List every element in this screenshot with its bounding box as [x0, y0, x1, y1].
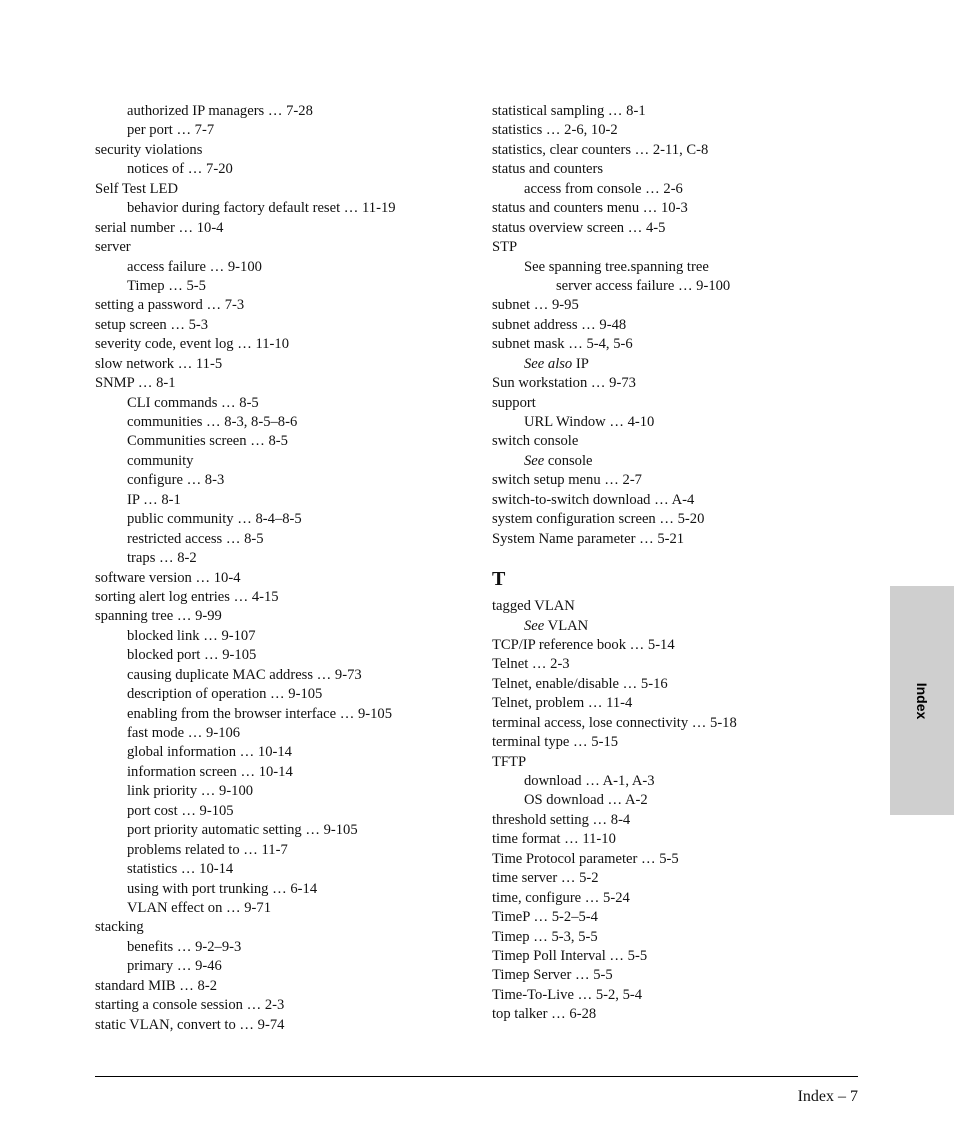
index-subentry: blocked port … 9-105 — [127, 647, 257, 664]
index-entry: time format … 11-10 — [492, 831, 616, 848]
index-subentry: link priority … 9-100 — [127, 783, 254, 800]
footer-divider — [95, 1076, 858, 1077]
index-entry: TCP/IP reference book … 5-14 — [492, 636, 675, 653]
index-subentry: description of operation … 9-105 — [127, 686, 323, 703]
index-thumb-tab — [890, 586, 954, 815]
index-entry: starting a console session … 2-3 — [95, 997, 285, 1014]
index-entry: spanning tree … 9-99 — [95, 608, 222, 625]
section-letter-heading: T — [492, 568, 506, 591]
index-subentry: communities … 8-3, 8-5–8-6 — [127, 414, 298, 430]
index-subentry: configure … 8-3 — [127, 472, 225, 489]
index-entry: TFTP — [492, 753, 527, 770]
index-entry: STP — [492, 239, 518, 256]
index-entry: status and counters menu … 10-3 — [492, 200, 688, 217]
index-entry: statistics, clear counters … 2-11, C-8 — [492, 141, 709, 158]
index-entry: top talker … 6-28 — [492, 1006, 597, 1023]
see-reference: See also — [524, 355, 573, 372]
index-entry: switch-to-switch download … A-4 — [492, 491, 695, 508]
see-target: VLAN — [544, 617, 589, 634]
index-entry: statistics … 2-6, 10-2 — [492, 122, 618, 139]
index-section-s-continued — [492, 102, 882, 549]
index-entry: tagged VLAN — [492, 598, 575, 615]
index-entry: time, configure … 5-24 — [492, 889, 630, 906]
index-subentry: download … A-1, A-3 — [524, 773, 655, 789]
index-entry: serial number … 10-4 — [95, 219, 224, 236]
index-subentry: per port … 7-7 — [127, 122, 215, 139]
see-target: IP — [572, 355, 589, 372]
index-subentry: URL Window … 4-10 — [524, 414, 655, 430]
index-subentry: primary … 9-46 — [127, 958, 222, 975]
index-entry: Time Protocol parameter … 5-5 — [492, 850, 679, 867]
index-entry: sorting alert log entries … 4-15 — [95, 588, 279, 605]
index-entry: subnet … 9-95 — [492, 297, 579, 314]
index-entry: terminal access, lose connectivity … 5-18 — [492, 714, 737, 731]
index-column-right — [492, 102, 882, 1025]
index-entry: subnet mask … 5-4, 5-6 — [492, 336, 633, 353]
index-entry: software version … 10-4 — [95, 569, 241, 586]
index-subentry: port cost … 9-105 — [127, 802, 234, 819]
index-entry: Timep … 5-3, 5-5 — [492, 928, 598, 945]
index-entry: Timep Server … 5-5 — [492, 967, 613, 984]
index-entry: severity code, event log … 11-10 — [95, 336, 289, 353]
index-subentry — [492, 355, 882, 374]
index-subentry: authorized IP managers … 7-28 — [127, 103, 313, 119]
index-subentry: benefits … 9-2–9-3 — [127, 938, 242, 955]
index-subentry — [492, 617, 882, 636]
index-entry: Self Test LED — [95, 180, 179, 197]
see-reference: See — [524, 452, 545, 469]
index-subentry: using with port trunking … 6-14 — [127, 880, 318, 897]
index-subentry: access failure … 9-100 — [127, 258, 262, 275]
index-entry: setup screen … 5-3 — [95, 316, 209, 333]
index-entry: status overview screen … 4-5 — [492, 219, 666, 236]
index-entry: Telnet, enable/disable … 5-16 — [492, 675, 668, 692]
index-subentry: public community … 8-4–8-5 — [127, 511, 302, 528]
index-entry: support — [492, 394, 536, 411]
index-subentry: causing duplicate MAC address … 9-73 — [127, 666, 362, 683]
index-subentry: port priority automatic setting … 9-105 — [127, 822, 358, 839]
index-subentry: VLAN effect on … 9-71 — [127, 899, 272, 916]
page-number: Index – 7 — [797, 1088, 858, 1105]
index-entry: threshold setting … 8-4 — [492, 811, 631, 828]
index-section-t — [492, 597, 882, 1025]
index-subentry: Timep … 5-5 — [127, 277, 206, 294]
index-entry: system configuration screen … 5-20 — [492, 511, 705, 528]
index-entry: static VLAN, convert to … 9-74 — [95, 1016, 285, 1033]
index-subentry: statistics … 10-14 — [127, 861, 234, 878]
index-subentry: fast mode … 9-106 — [127, 725, 241, 741]
index-subentry: information screen … 10-14 — [127, 763, 293, 780]
index-entry: stacking — [95, 919, 144, 936]
index-subentry: access from console … 2-6 — [524, 180, 683, 197]
index-entry: Timep Poll Interval … 5-5 — [492, 947, 648, 964]
index-entry: SNMP … 8-1 — [95, 375, 176, 392]
index-column-left — [95, 102, 475, 1035]
index-subentry: community — [127, 452, 194, 469]
index-subentry: problems related to … 11-7 — [127, 841, 288, 858]
index-entry: Time-To-Live … 5-2, 5-4 — [492, 986, 643, 1003]
index-subentry: traps … 8-2 — [127, 550, 197, 567]
index-entry: switch setup menu … 2-7 — [492, 472, 642, 489]
index-entry: Telnet, problem … 11-4 — [492, 695, 633, 712]
index-entry: standard MIB … 8-2 — [95, 977, 218, 994]
index-subentry: restricted access … 8-5 — [127, 530, 264, 547]
index-subentry: CLI commands … 8-5 — [127, 394, 259, 411]
see-target: console — [544, 452, 593, 469]
thumb-tab-label: Index — [914, 682, 930, 719]
index-entry: time server … 5-2 — [492, 870, 599, 887]
index-subentry: OS download … A-2 — [524, 792, 648, 809]
index-entry: setting a password … 7-3 — [95, 297, 245, 314]
index-subentry: Communities screen … 8-5 — [127, 433, 288, 450]
index-subentry: IP … 8-1 — [127, 491, 181, 508]
index-entry: statistical sampling … 8-1 — [492, 103, 646, 119]
index-entry: security violations — [95, 141, 203, 158]
index-subentry: notices of … 7-20 — [127, 161, 233, 178]
index-entry: TimeP … 5-2–5-4 — [492, 909, 598, 926]
index-entry: subnet address … 9-48 — [492, 316, 627, 333]
index-subentry: See spanning tree.spanning tree — [524, 258, 709, 275]
index-subentry: behavior during factory default reset … 11-19 — [127, 200, 396, 217]
index-subentry: global information … 10-14 — [127, 744, 292, 761]
index-entry: Sun workstation … 9-73 — [492, 375, 636, 392]
index-subentry: server access failure … 9-100 — [556, 277, 731, 294]
index-entry: System Name parameter … 5-21 — [492, 530, 685, 547]
index-subentry: enabling from the browser interface … 9-105 — [127, 705, 393, 722]
index-entry: slow network … 11-5 — [95, 355, 223, 372]
index-entry: status and counters — [492, 161, 604, 178]
index-entry: Telnet … 2-3 — [492, 656, 570, 673]
index-subentry: blocked link … 9-107 — [127, 627, 256, 644]
index-entry: server — [95, 239, 131, 256]
index-subentry — [492, 452, 882, 471]
index-entry: switch console — [492, 433, 579, 450]
see-reference: See — [524, 617, 545, 634]
index-entry: terminal type … 5-15 — [492, 734, 619, 751]
